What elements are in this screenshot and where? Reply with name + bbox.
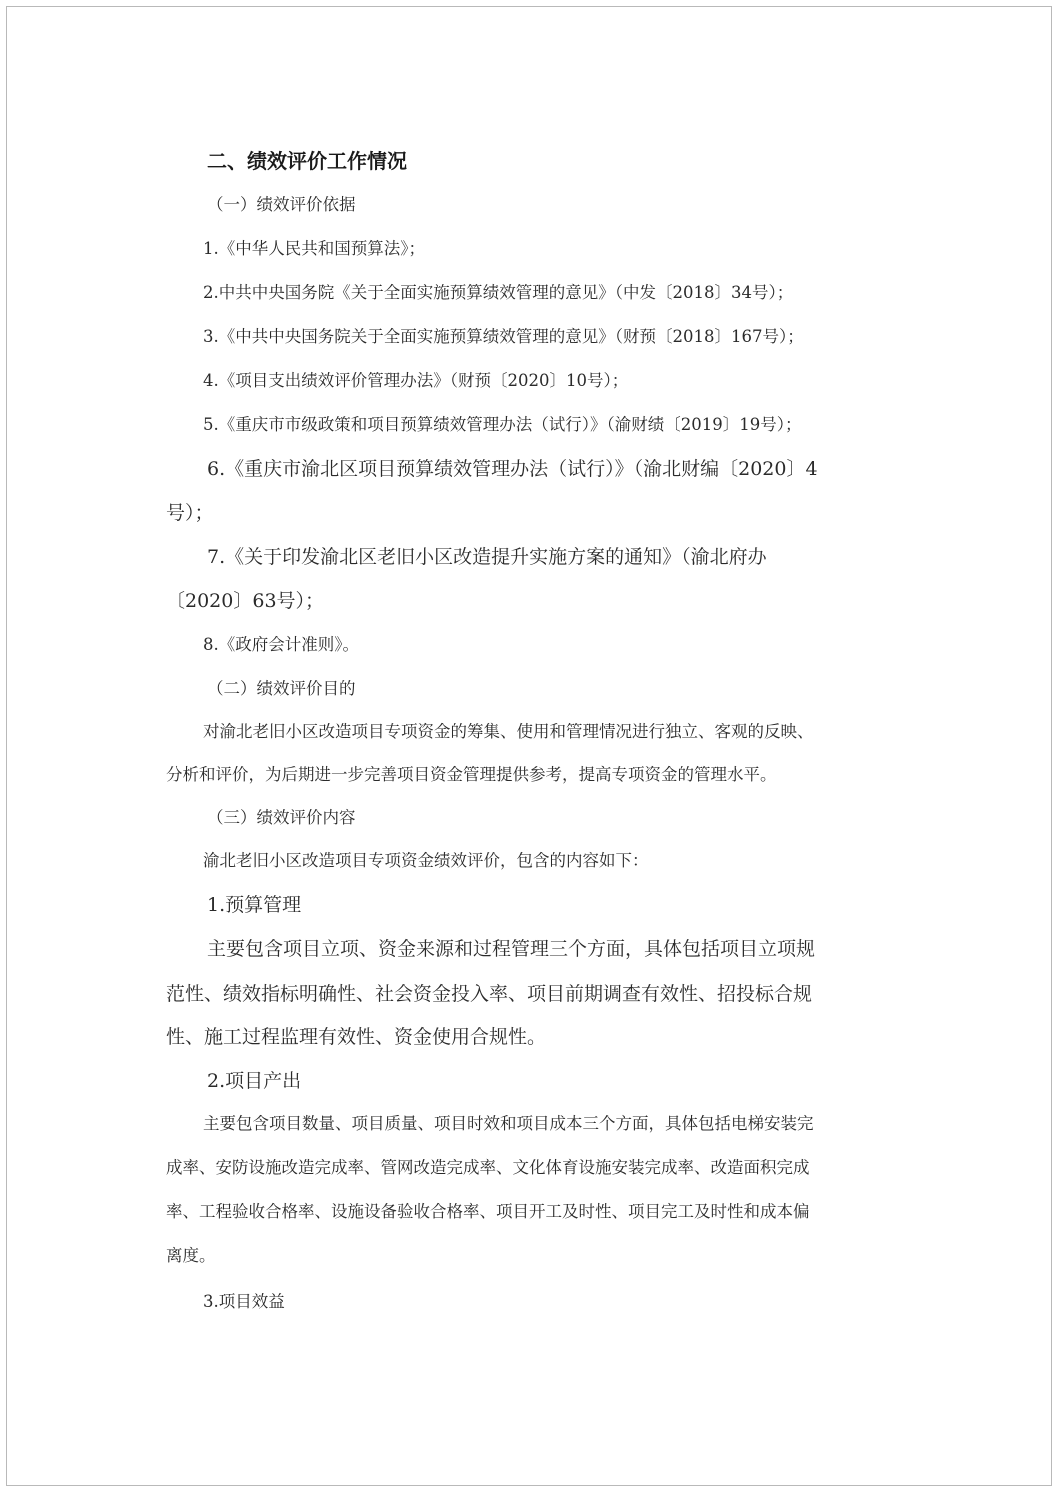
basis-item-7-cont: 〔2020〕63号）； [166,590,325,612]
content-item-budget-title: 1.预算管理 [207,894,302,916]
section-heading: 二、绩效评价工作情况 [207,149,407,173]
budget-paragraph-line-2: 范性、绩效指标明确性、社会资金投入率、项目前期调查有效性、招投标合规 [166,983,813,1005]
content-intro: 渝北老旧小区改造项目专项资金绩效评价，包含的内容如下： [203,851,649,870]
budget-paragraph-line-3: 性、施工过程监理有效性、资金使用合规性。 [166,1026,547,1048]
basis-item-2: 2.中共中央国务院《关于全面实施预算绩效管理的意见》（中发〔2018〕34号）； [203,283,794,302]
basis-item-3: 3.《中共中央国务院关于全面实施预算绩效管理的意见》（财预〔2018〕167号）； [203,327,804,346]
basis-item-6: 6.《重庆市渝北区项目预算绩效管理办法（试行）》（渝北财编〔2020〕4 [207,458,818,480]
content-item-output-title: 2.项目产出 [207,1070,302,1092]
basis-item-8: 8.《政府会计准则》。 [203,635,359,654]
basis-item-1: 1.《中华人民共和国预算法》； [203,239,425,258]
subsection-title-basis: （一）绩效评价依据 [207,195,356,214]
content-item-benefit-title: 3.项目效益 [203,1292,285,1311]
subsection-title-purpose: （二）绩效评价目的 [207,679,356,698]
basis-item-6-cont: 号）； [166,502,214,524]
output-paragraph-line-2: 成率、安防设施改造完成率、管网改造完成率、文化体育设施安装完成率、改造面积完成 [166,1158,810,1177]
output-paragraph-line-4: 离度。 [166,1246,216,1265]
purpose-paragraph-line-1: 对渝北老旧小区改造项目专项资金的筹集、使用和管理情况进行独立、客观的反映、 [203,722,814,741]
basis-item-5: 5.《重庆市市级政策和项目预算绩效管理办法（试行）》（渝财绩〔2019〕19号）； [203,415,802,434]
subsection-title-content: （三）绩效评价内容 [207,808,356,827]
basis-item-7: 7.《关于印发渝北区老旧小区改造提升实施方案的通知》（渝北府办 [207,546,767,568]
budget-paragraph-line-1: 主要包含项目立项、资金来源和过程管理三个方面，具体包括项目立项规 [207,938,816,960]
output-paragraph-line-3: 率、工程验收合格率、设施设备验收合格率、项目开工及时性、项目完工及时性和成本偏 [166,1202,810,1221]
purpose-paragraph-line-2: 分析和评价，为后期进一步完善项目资金管理提供参考，提高专项资金的管理水平。 [166,765,777,784]
page-frame [6,6,1052,1486]
output-paragraph-line-1: 主要包含项目数量、项目质量、项目时效和项目成本三个方面，具体包括电梯安装完 [203,1114,814,1133]
basis-item-4: 4.《项目支出绩效评价管理办法》（财预〔2020〕10号）； [203,371,629,390]
